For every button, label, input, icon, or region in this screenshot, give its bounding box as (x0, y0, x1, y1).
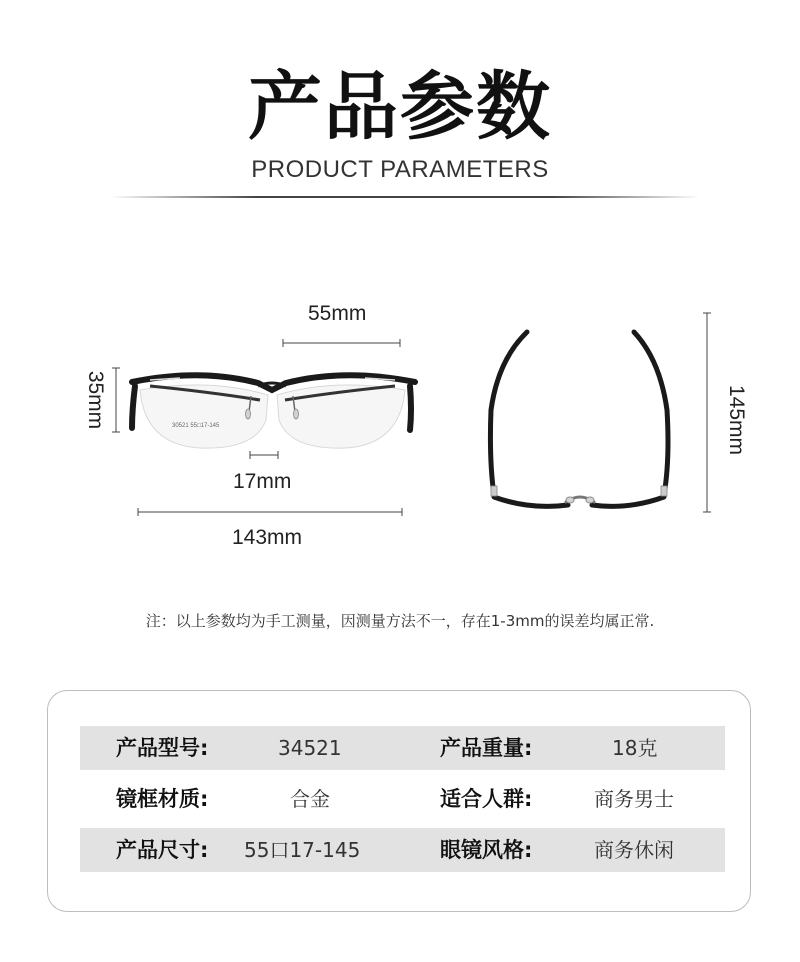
spec-label: 适合人群: (440, 787, 533, 811)
spec-value: 商务休闲 (594, 838, 674, 862)
total-width-dimension-line (138, 508, 402, 516)
spec-row (80, 777, 725, 821)
page-subtitle: PRODUCT PARAMETERS (251, 156, 549, 183)
spec-label: 产品尺寸: (116, 838, 209, 862)
spec-value: 34521 (278, 736, 342, 760)
measurement-note: 注：以上参数均为手工测量，因测量方法不一，存在1-3mm的误差均属正常. (145, 612, 655, 630)
page-title: 产品参数 (248, 64, 552, 150)
lens-height-dimension-line (112, 368, 120, 432)
total-width-label: 143mm (232, 526, 303, 549)
spec-label: 产品型号: (116, 736, 209, 760)
spec-row (80, 828, 725, 872)
temple-length-dimension-line (703, 313, 711, 512)
spec-value: 合金 (290, 787, 330, 811)
spec-row (80, 726, 725, 770)
spec-label: 眼镜风格: (440, 838, 533, 862)
spec-value: 55口17-145 (244, 838, 361, 862)
bridge-dimension-line (250, 451, 278, 459)
frame-imprint: 30521 55□17-145 (172, 423, 220, 429)
bridge-label: 17mm (233, 470, 292, 493)
glasses-top-view (490, 332, 668, 506)
glasses-front-view (132, 375, 415, 448)
spec-value: 商务男士 (594, 787, 674, 811)
spec-label: 镜框材质: (116, 787, 209, 811)
spec-value: 18克 (612, 736, 658, 760)
spec-label: 产品重量: (440, 736, 533, 760)
lens-width-label: 55mm (308, 302, 367, 325)
lens-width-dimension-line (283, 339, 400, 347)
temple-length-label: 145mm (725, 384, 749, 456)
lens-height-label: 35mm (84, 370, 108, 430)
